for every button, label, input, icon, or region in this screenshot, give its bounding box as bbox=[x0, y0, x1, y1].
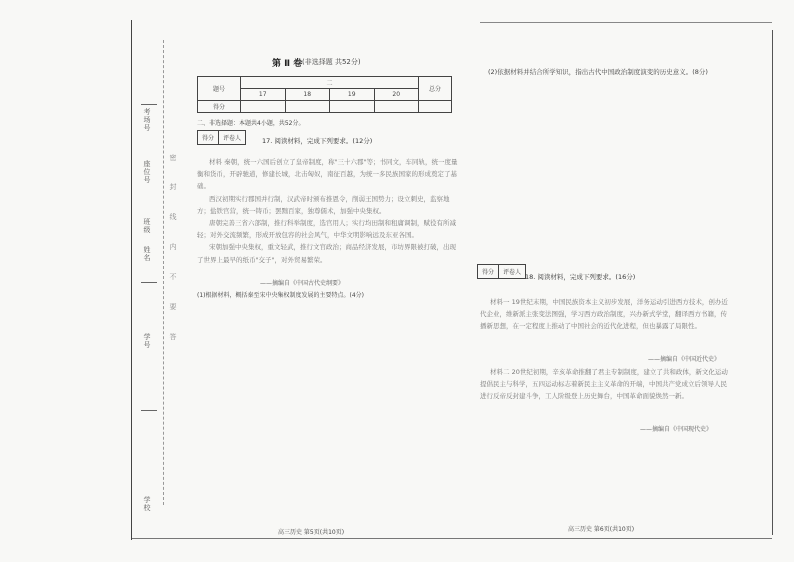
section-title: 第 Ⅱ 卷 bbox=[272, 59, 303, 69]
score-table-col-18: 18 bbox=[285, 89, 330, 101]
q18-title: 18. 阅读材料，完成下列要求。(16分) bbox=[525, 273, 636, 281]
q17-title: 17. 阅读材料，完成下列要求。(12分) bbox=[262, 137, 373, 145]
label-name: 姓名 bbox=[143, 246, 151, 262]
label-student-id: 学号 bbox=[143, 333, 151, 349]
scorebox-score-label: 得分 bbox=[198, 131, 219, 144]
q17-question-2: (2)依据材料并结合所学知识，指出古代中国政治制度演变的历史意义。(8分) bbox=[488, 68, 708, 76]
score-cell-18[interactable] bbox=[285, 101, 330, 113]
exam-room-line bbox=[141, 104, 157, 105]
section-subtitle: (非选择题 共52分) bbox=[302, 58, 361, 66]
q18-material-1-source: ——摘编自《中国近代史》 bbox=[648, 356, 721, 363]
q18-material-2-source: ——摘编自《中国现代史》 bbox=[640, 426, 713, 433]
binding-border bbox=[131, 20, 132, 540]
score-cell-17[interactable] bbox=[241, 101, 286, 113]
label-class: 班级 bbox=[143, 218, 151, 234]
q17-paragraph-2: 西汉初期实行郡国并行制，汉武帝时颁布推恩令，削弱王国势力；设立刺史，监察地方；盐铁官营，统一铸币；罢黜百家，独尊儒术，加强中央集权。 bbox=[197, 194, 450, 215]
q17-source: ——摘编自《中国古代史纲要》 bbox=[260, 280, 345, 287]
name-line bbox=[141, 282, 157, 283]
scan-edge-bottom bbox=[131, 538, 772, 539]
q17-scorebox bbox=[197, 130, 246, 145]
q17-question-1: (1)根据材料，概括秦至宋中央集权制度发展的主要特点。(4分) bbox=[197, 292, 364, 299]
q17-paragraph-1: 材料 秦朝，统一六国后创立了皇帝制度，称"三十六郡"等；书同文，车同轨，统一度量衡和货币，开辟驰道，修建长城，北击匈奴，南征百越，为统一多民族国家的形成奠定了基础。 bbox=[197, 158, 458, 191]
scan-edge-right bbox=[772, 30, 773, 535]
score-table-total: 总分 bbox=[419, 77, 452, 101]
seal-char-5: 不 bbox=[169, 273, 177, 281]
label-seat: 座位号 bbox=[143, 160, 151, 184]
score-table-col-17: 17 bbox=[241, 89, 286, 101]
label-exam-room: 考场号 bbox=[143, 108, 151, 132]
seal-char-1: 密 bbox=[169, 154, 177, 162]
q17-paragraph-4: 宋朝加强中央集权，重文轻武，推行文官政治；商品经济发展，市坊界限被打破，出现了世界上最早的纸币"交子"，对外贸易繁荣。 bbox=[197, 243, 456, 264]
q18-scorebox bbox=[477, 264, 526, 279]
q17-material bbox=[197, 156, 459, 266]
footer-right: 高三历史 第6页(共10页) bbox=[568, 526, 635, 533]
seal-char-4: 内 bbox=[169, 243, 177, 251]
seal-char-3: 线 bbox=[169, 213, 177, 221]
score-table bbox=[197, 76, 452, 113]
seal-char-2: 封 bbox=[169, 183, 177, 191]
score-table-label-score: 得分 bbox=[198, 101, 241, 113]
scorebox-score-label: 得分 bbox=[478, 265, 499, 278]
score-cell-total[interactable] bbox=[419, 101, 452, 113]
score-table-col-20: 20 bbox=[374, 89, 419, 101]
label-school: 学校 bbox=[143, 496, 151, 512]
q18-material-2: 材料二 20世纪初期，辛亥革命推翻了君主专制制度，建立了共和政体，新文化运动提倡民主与科学，五四运动标志着新民主主义革命的开端，中国共产党成立后领导人民进行反帝反封建斗争，工人阶级登上历史舞台，中国革命面貌焕然一新。 bbox=[480, 368, 728, 401]
score-cell-19[interactable] bbox=[330, 101, 375, 113]
scan-edge-top bbox=[480, 22, 772, 23]
score-table-col-19: 19 bbox=[330, 89, 375, 101]
q18-material-1: 材料一 19世纪末期，中国民族资本主义初步发展，洋务运动引进西方技术，创办近代企业，维新派主张变法图强，学习西方政治制度，兴办新式学堂，翻译西方书籍，传播新思想，在一定程度上推动了中国社会的近代化进程，但也暴露了局限性。 bbox=[480, 298, 728, 331]
q17-paragraph-3: 唐朝完善三省六部制，推行科举制度，选官用人；实行均田制和租庸调制，赋役有所减轻；对外交流频繁，形成开放包容的社会风气，中华文明影响远及东亚各国。 bbox=[197, 219, 456, 240]
score-table-label-question: 题号 bbox=[198, 77, 241, 101]
scorebox-grader-label: 评卷人 bbox=[503, 269, 522, 276]
score-cell-20[interactable] bbox=[374, 101, 419, 113]
seal-char-7: 答 bbox=[169, 333, 177, 341]
student-id-line bbox=[141, 410, 157, 411]
instructions: 二、非选择题：本题共4小题，共52分。 bbox=[197, 120, 305, 127]
score-table-group: 二 bbox=[241, 77, 419, 89]
seal-char-6: 要 bbox=[169, 303, 177, 311]
footer-left: 高三历史 第5页(共10页) bbox=[278, 529, 345, 536]
seal-line bbox=[163, 40, 164, 505]
scorebox-grader-label: 评卷人 bbox=[223, 135, 242, 142]
